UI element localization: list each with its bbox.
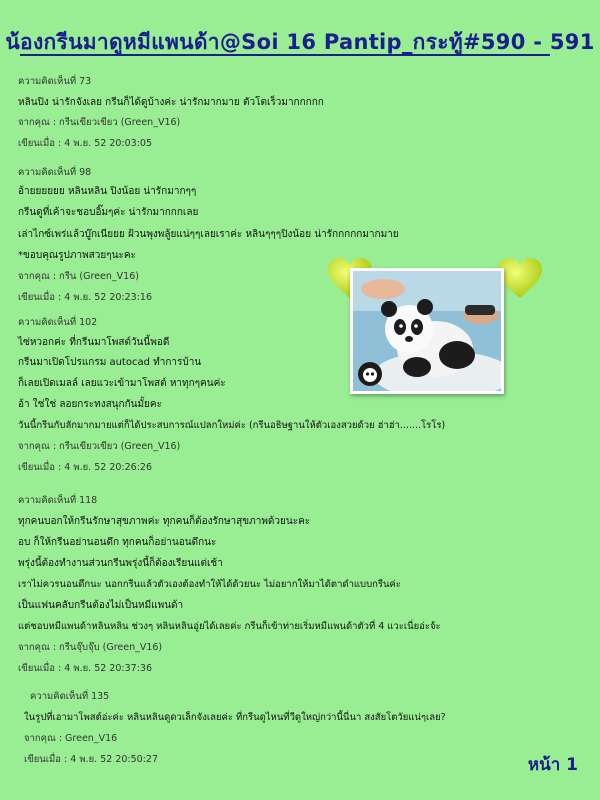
comment-73-text: หลินปิง น่ารักจังเลย กรีนก็ได้ดูบ้างค่ะ น่ารักมากมาย ตัวโตเร็วมากกกกก xyxy=(18,97,324,108)
title-underline xyxy=(20,54,550,56)
comment-118-time: เขียนเมื่อ : 4 พ.ย. 52 20:37:36 xyxy=(18,663,152,674)
comment-98-text-2: กรีนดูที่เค้าจะชอบอิ๊มๆค่ะ น่ารักมากกกเลย xyxy=(18,207,199,218)
comment-118-text-2: อบ ก็ให้กรีนอย่านอนดึก ทุกคนก็อย่านอนดึกนะ xyxy=(18,537,217,548)
comment-135-number: ความคิดเห็นที่ 135 xyxy=(30,691,110,702)
comment-102-text-5: วันนี้กรีนกับลักมากมายแต่ก็ได้ประสบการณ์แปลกใหม่ค่ะ (กรีนอธิษฐานให้ตัวเองสวยด้วย ฮ่าฮ่า.......โรโร) xyxy=(18,420,446,431)
page-number: หน้า 1 xyxy=(527,755,578,775)
comment-102-time: เขียนเมื่อ : 4 พ.ย. 52 20:26:26 xyxy=(18,462,152,473)
comment-102-number: ความคิดเห็นที่ 102 xyxy=(18,317,98,328)
comment-102-text-2: กรีนมาเปิดโปรแกรม autocad ทำการบ้าน xyxy=(18,357,202,368)
comment-118-text-5: เป็นแฟนคลับกรีนต้องไม่เป็นหมีแพนด้า xyxy=(18,600,184,611)
comment-135-from: จากคุณ : Green_V16 xyxy=(24,733,118,744)
comment-102-text-3: ก็เลยเปิดเมลล์ เลยแวะเข้ามาโพสต์ หาทุกๆคนค่ะ xyxy=(18,378,226,389)
comment-118-text-4: เราไม่ควรนอนดึกนะ นอกกรีนแล้วตัวเองต้องทำให้ได้ด้วยนะ ไม่อยากให้มาได้ตาดำแบบกรีนค่ะ xyxy=(18,579,401,590)
comment-98-from: จากคุณ : กรีน (Green_V16) xyxy=(18,271,139,282)
comment-98-text-1: อ้ายยยยยย หลินหลิน ปิงน้อย น่ารักมากๆๆ xyxy=(18,186,197,197)
comment-118-text-1: ทุกคนบอกให้กรีนรักษาสุขภาพค่ะ ทุกคนก็ต้องรักษาสุขภาพด้วยนะคะ xyxy=(18,516,311,527)
comment-98-text-4: *ขอบคุณรูปภาพสวยๆนะคะ xyxy=(18,250,136,261)
comment-118-text-3: พรุ่งนี้ต้องทำงานส่วนกรีนพรุ่งนี้ก็ต้องเรียนแต่เช้า xyxy=(18,558,223,569)
panda-logo-icon xyxy=(357,361,383,387)
comment-118-from: จากคุณ : กรีนจุ๊บจุ๊บ (Green_V16) xyxy=(18,642,163,653)
comment-102-text-1: ไซ่หวอกค่ะ ที่กรีนมาโพสต์วันนี้พอดี xyxy=(18,337,170,348)
comment-98-number: ความคิดเห็นที่ 98 xyxy=(18,167,92,178)
comment-135-text: ในรูปที่เอามาโพสต์อ่ะค่ะ หลินหลินดูดวเล็กจังเลยค่ะ ที่กรีนดูไหนที่วีดูใหญ่กว่านี้นี่นา สงสัยโตวัยแน่ๆเลย? xyxy=(24,712,446,723)
panda-photo xyxy=(350,268,504,394)
comment-118-text-6: แต่ชอบหมีแพนด้าหลินหลิน ช่วงๆ หลินหลินอู่ยได้เลยค่ะ กรีนก็เข้าท่ายเริ่มหมีแพนด้าตัวที่ 4 แวะเนี่ยอ่ะจ้ะ xyxy=(18,621,441,632)
comment-102-from: จากคุณ : กรีนเขียวเขียว (Green_V16) xyxy=(18,441,181,452)
comment-118-number: ความคิดเห็นที่ 118 xyxy=(18,495,98,506)
comment-98-time: เขียนเมื่อ : 4 พ.ย. 52 20:23:16 xyxy=(18,292,152,303)
comment-98-text-3: เล่าไกซ์เพร่แล้วบู๊กเนียยย ฝ้วนพุงพลู้ยแน่ๆๆเลยเราค่ะ หลินๆๆๆปิงน้อย น่ารักกกกกมากมาย xyxy=(18,229,399,240)
comment-73-from: จากคุณ : กรีนเขียวเขียว (Green_V16) xyxy=(18,117,181,128)
comment-102-text-4: อ้า ใช่ใช่ ลอยกระทงสนุกกันมั้ยคะ xyxy=(18,399,162,410)
comment-73-time: เขียนเมื่อ : 4 พ.ย. 52 20:03:05 xyxy=(18,138,152,149)
comment-135-time: เขียนเมื่อ : 4 พ.ย. 52 20:50:27 xyxy=(24,754,158,765)
page-title: น้องกรีนมาดูหมีแพนด้า@Soi 16 Pantip_กระทู้#590 - 591 xyxy=(5,30,595,54)
comment-73-number: ความคิดเห็นที่ 73 xyxy=(18,76,92,87)
